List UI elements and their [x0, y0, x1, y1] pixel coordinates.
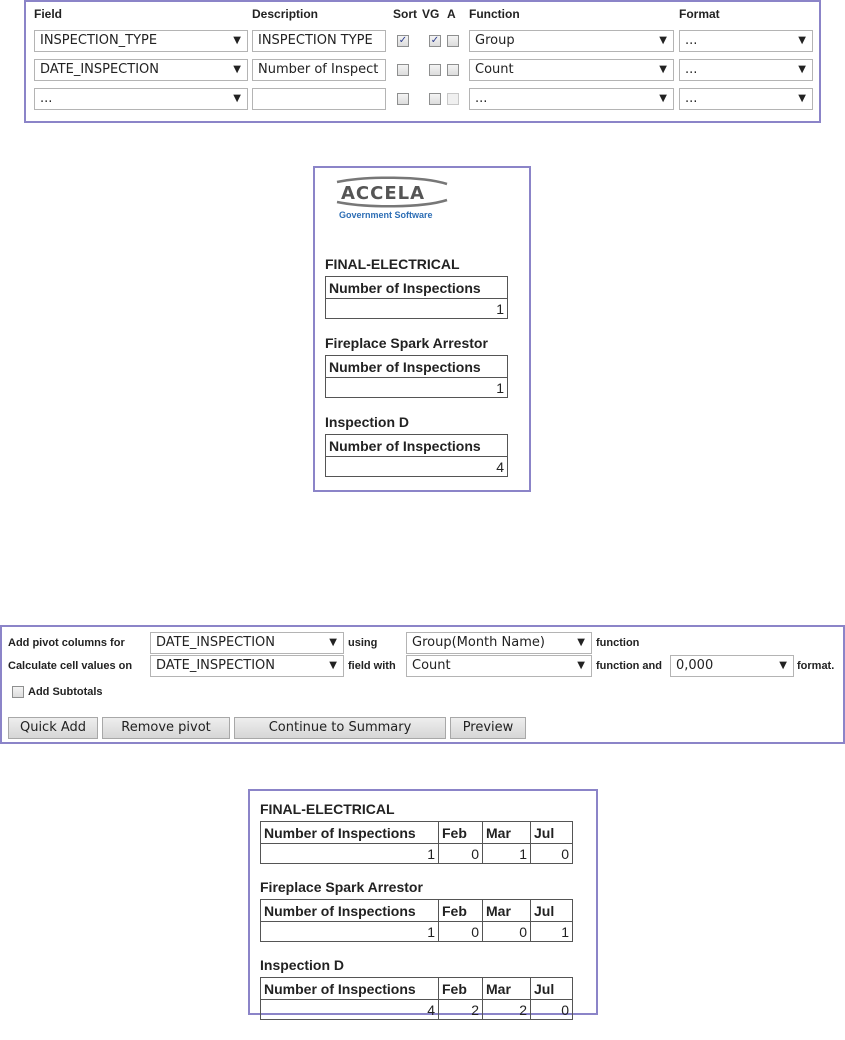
- sort-checkbox[interactable]: [397, 64, 409, 76]
- column-header: Number of Inspections: [326, 277, 508, 299]
- dropdown-arrow-icon: ▼: [659, 93, 667, 104]
- dropdown-arrow-icon: ▼: [577, 637, 585, 648]
- value-cell: 0: [439, 922, 483, 942]
- header-a: A: [447, 7, 456, 21]
- format-value: 0,000: [676, 658, 714, 673]
- function-and-label: function and: [596, 660, 662, 672]
- format-select-value: ...: [685, 91, 698, 106]
- description-input[interactable]: INSPECTION TYPE: [252, 30, 386, 52]
- format-select-value: ...: [685, 33, 698, 48]
- column-header: Jul: [531, 900, 573, 922]
- value-cell: 2: [483, 1000, 531, 1020]
- calc-field-value: DATE_INSPECTION: [156, 658, 275, 673]
- dropdown-arrow-icon: ▼: [659, 35, 667, 46]
- value-cell: 1: [531, 922, 573, 942]
- header-field: Field: [34, 7, 63, 21]
- format-select-value: ...: [685, 62, 698, 77]
- value-cell: 0: [531, 1000, 573, 1020]
- header-function: Function: [469, 7, 520, 21]
- group-title: Inspection D: [260, 957, 345, 973]
- function-select[interactable]: [469, 59, 674, 81]
- remove-pivot-button[interactable]: Remove pivot: [102, 717, 230, 739]
- sort-checkbox[interactable]: ✓: [398, 35, 408, 46]
- value-cell: 0: [439, 844, 483, 864]
- function-select-value: Group: [475, 33, 515, 48]
- report-preview-pivot: [248, 789, 598, 1018]
- a-checkbox: [447, 93, 459, 105]
- group-title: FINAL-ELECTRICAL: [260, 801, 395, 817]
- value-cell: 1: [326, 299, 508, 319]
- header-description: Description: [252, 7, 319, 21]
- header-vg: VG: [422, 7, 440, 21]
- accela-logo: [327, 174, 457, 222]
- vg-checkbox[interactable]: ✓: [430, 35, 440, 46]
- logo-name: ACCELA: [341, 183, 426, 204]
- dropdown-arrow-icon: ▼: [577, 660, 585, 671]
- calc-label: Calculate cell values on: [8, 660, 133, 672]
- report-preview-simple: [313, 166, 531, 492]
- header-sort: Sort: [393, 7, 417, 21]
- group-title: FINAL-ELECTRICAL: [325, 256, 460, 272]
- description-input[interactable]: Number of Inspect: [252, 59, 386, 81]
- pivot-field-select[interactable]: [150, 632, 344, 654]
- dropdown-arrow-icon: ▼: [798, 64, 806, 75]
- calc-function-value: Count: [412, 658, 451, 673]
- field-select[interactable]: [34, 88, 248, 110]
- dropdown-arrow-icon: ▼: [329, 660, 337, 671]
- pivot-table: [260, 977, 573, 1020]
- column-header: Number of Inspections: [261, 900, 439, 922]
- value-cell: 0: [531, 844, 573, 864]
- format-label: format.: [797, 660, 835, 672]
- field-select-value: DATE_INSPECTION: [40, 62, 159, 77]
- column-header: Jul: [531, 978, 573, 1000]
- column-header: Feb: [439, 822, 483, 844]
- function-select-value: ...: [475, 91, 488, 106]
- quick-add-button[interactable]: Quick Add: [8, 717, 98, 739]
- column-header: Feb: [439, 900, 483, 922]
- function-select-value: Count: [475, 62, 514, 77]
- field-select[interactable]: [34, 59, 248, 81]
- format-select[interactable]: [679, 59, 813, 81]
- a-checkbox[interactable]: [447, 64, 459, 76]
- group-title: Fireplace Spark Arrestor: [260, 879, 423, 895]
- value-cell: 1: [326, 378, 508, 398]
- value-cell: 4: [326, 457, 508, 477]
- value-cell: 4: [261, 1000, 439, 1020]
- function-select[interactable]: [469, 88, 674, 110]
- group-table: [325, 355, 508, 398]
- column-header: Jul: [531, 822, 573, 844]
- value-cell: 1: [261, 922, 439, 942]
- field-grid-panel: [24, 0, 821, 123]
- field-select-value: INSPECTION_TYPE: [40, 33, 158, 48]
- dropdown-arrow-icon: ▼: [233, 93, 241, 104]
- column-header: Feb: [439, 978, 483, 1000]
- dropdown-arrow-icon: ▼: [329, 637, 337, 648]
- using-label: using: [348, 637, 378, 649]
- dropdown-arrow-icon: ▼: [659, 64, 667, 75]
- pivot-using-value: Group(Month Name): [412, 635, 545, 650]
- value-cell: 1: [483, 844, 531, 864]
- group-table: [325, 434, 508, 477]
- column-header: Number of Inspections: [261, 978, 439, 1000]
- format-select[interactable]: [679, 88, 813, 110]
- dropdown-arrow-icon: ▼: [233, 64, 241, 75]
- value-cell: 2: [439, 1000, 483, 1020]
- pivot-panel: [0, 625, 845, 744]
- group-title: Fireplace Spark Arrestor: [325, 335, 488, 351]
- dropdown-arrow-icon: ▼: [233, 35, 241, 46]
- format-select[interactable]: [679, 30, 813, 52]
- logo-tagline: Government Software: [339, 210, 433, 220]
- column-header: Number of Inspections: [326, 356, 508, 378]
- pivot-table: [260, 821, 573, 864]
- column-header: Mar: [483, 822, 531, 844]
- value-cell: 1: [261, 844, 439, 864]
- a-checkbox[interactable]: [447, 35, 459, 47]
- preview-button[interactable]: Preview: [450, 717, 526, 739]
- column-header: Mar: [483, 978, 531, 1000]
- pivot-field-value: DATE_INSPECTION: [156, 635, 275, 650]
- calc-field-select[interactable]: [150, 655, 344, 677]
- function-select[interactable]: [469, 30, 674, 52]
- group-table: [325, 276, 508, 319]
- function-label: function: [596, 637, 640, 649]
- field-with-label: field with: [348, 660, 396, 672]
- field-select-value: ...: [40, 91, 53, 106]
- description-input[interactable]: [252, 88, 386, 110]
- column-header: Number of Inspections: [326, 435, 508, 457]
- dropdown-arrow-icon: ▼: [798, 93, 806, 104]
- add-pivot-label: Add pivot columns for: [8, 637, 125, 649]
- subtotals-checkbox[interactable]: [12, 686, 24, 698]
- subtotals-label: Add Subtotals: [28, 686, 103, 698]
- continue-summary-button[interactable]: Continue to Summary: [234, 717, 446, 739]
- column-header: Number of Inspections: [261, 822, 439, 844]
- header-format: Format: [679, 7, 720, 21]
- dropdown-arrow-icon: ▼: [798, 35, 806, 46]
- pivot-table: [260, 899, 573, 942]
- value-cell: 0: [483, 922, 531, 942]
- calc-function-select[interactable]: [406, 655, 592, 677]
- sort-checkbox[interactable]: [397, 93, 409, 105]
- vg-checkbox[interactable]: [429, 64, 441, 76]
- dropdown-arrow-icon: ▼: [779, 660, 787, 671]
- pivot-using-select[interactable]: [406, 632, 592, 654]
- vg-checkbox[interactable]: [429, 93, 441, 105]
- column-header: Mar: [483, 900, 531, 922]
- format-select[interactable]: [670, 655, 794, 677]
- group-title: Inspection D: [325, 414, 410, 430]
- field-select[interactable]: [34, 30, 248, 52]
